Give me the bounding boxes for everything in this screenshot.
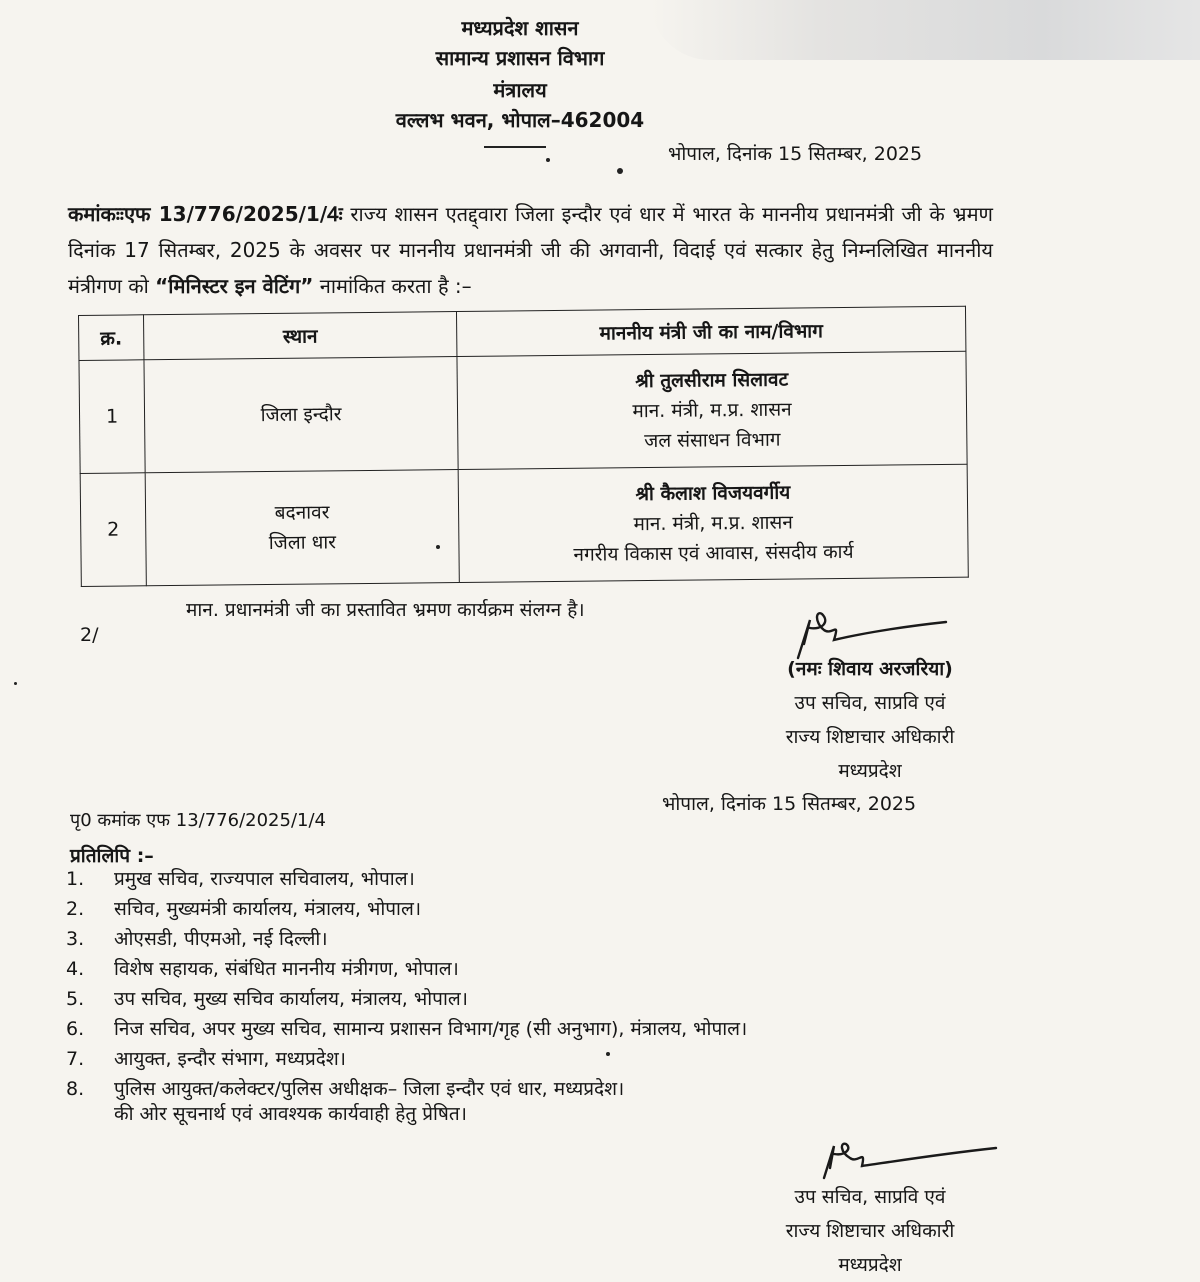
signer-title-1: उप सचिव, साप्रवि एवं xyxy=(794,692,946,714)
minister-department: नगरीय विकास एवं आवास, संसदीय कार्य xyxy=(573,540,854,566)
order-reference: कमांकःःएफ 13/776/2025/1/4ः xyxy=(68,202,343,226)
copy-list xyxy=(66,864,1006,1104)
order-highlight: “मिनिस्टर इन वेटिंग” xyxy=(155,274,314,298)
list-item xyxy=(66,1014,1006,1044)
enclosure-number: 2/ xyxy=(80,624,99,646)
speck xyxy=(546,158,550,162)
list-item xyxy=(66,954,1006,984)
signer-name: (नमः शिवाय अरजरिया) xyxy=(787,658,953,680)
list-item-number: 4. xyxy=(66,958,85,980)
list-item xyxy=(66,984,1006,1014)
list-item-number: 2. xyxy=(66,898,85,920)
list-item-number: 6. xyxy=(66,1018,85,1040)
photo-glare xyxy=(650,0,1200,60)
list-item-number: 5. xyxy=(66,988,85,1010)
order-text-before: राज्य शासन एतद्द्वारा जिला इन्दौर एवं धार में भारत के माननीय प्रधानमंत्री जी के भ्रमण दिनांक 17 सितम्बर, 2025 के अवसर पर माननीय प्रधानमंत्री जी की अगवानी, विदाई एवं सत्कार हेतु निम्नलिखित माननीय मंत्रीगण को xyxy=(68,202,993,298)
place-line: जिला इन्दौर xyxy=(260,403,342,427)
list-item-text: विशेष सहायक, संबंधित माननीय मंत्रीगण, भोपाल। xyxy=(114,958,459,980)
list-item xyxy=(66,894,1006,924)
signer-title-1: उप सचिव, साप्रवि एवं xyxy=(794,1186,946,1208)
minister-designation: मान. मंत्री, म.प्र. शासन xyxy=(633,511,793,536)
row-minister xyxy=(458,464,968,582)
header-serial: क्र. xyxy=(79,315,144,361)
minister-name: श्री तुलसीराम सिलावट xyxy=(635,368,789,393)
header-place: स्थान xyxy=(144,312,457,360)
signer-title-2: राज्य शिष्टाचार अधिकारी xyxy=(785,1220,955,1242)
header-address: वल्लभ भवन, भोपाल–462004 xyxy=(395,108,645,132)
signature-block-2 xyxy=(740,1180,1000,1282)
list-item-text: ओएसडी, पीएमओ, नई दिल्ली। xyxy=(114,928,328,950)
list-item-text: निज सचिव, अपर मुख्य सचिव, सामान्य प्रशासन विभाग/गृह (सी अनुभाग), मंत्रालय, भोपाल। xyxy=(114,1018,748,1040)
list-item-number: 7. xyxy=(66,1048,85,1070)
signature-block-1 xyxy=(740,652,1000,788)
list-item-text: पुलिस आयुक्त/कलेक्टर/पुलिस अधीक्षक– जिला इन्दौर एवं धार, मध्यप्रदेश। xyxy=(114,1078,625,1100)
header-ministry: मंत्रालय xyxy=(493,78,547,102)
signer-title-3: मध्यप्रदेश xyxy=(838,1254,902,1276)
row-serial: 1 xyxy=(79,360,145,474)
signer-title-3: मध्यप्रदेश xyxy=(838,760,902,782)
enclosure-text: मान. प्रधानमंत्री जी का प्रस्तावित भ्रमण कार्यक्रम संलग्न है। xyxy=(186,599,585,621)
copy-trailer: की ओर सूचनार्थ एवं आवश्यक कार्यवाही हेतु प्रेषित। xyxy=(114,1103,467,1125)
row-place xyxy=(144,357,458,473)
header-department: सामान्य प्रशासन विभाग xyxy=(435,46,605,70)
minister-designation: मान. मंत्री, म.प्र. शासन xyxy=(632,398,792,423)
order-text-after: नामांकित करता है :– xyxy=(313,274,472,298)
list-item xyxy=(66,924,1006,954)
list-item-number: 8. xyxy=(66,1078,85,1100)
list-item-text: प्रमुख सचिव, राज्यपाल सचिवालय, भोपाल। xyxy=(114,868,415,890)
list-item xyxy=(66,1044,1006,1074)
row-minister xyxy=(457,351,967,469)
row-serial: 2 xyxy=(80,473,146,587)
speck xyxy=(617,168,623,174)
endorsement-reference: पृ0 कमांक एफ 13/776/2025/1/4 xyxy=(70,810,326,831)
minister-department: जल संसाधन विभाग xyxy=(644,428,781,453)
list-item-number: 1. xyxy=(66,868,85,890)
minister-name: श्री कैलाश विजयवर्गीय xyxy=(635,481,791,506)
signer-title-2: राज्य शिष्टाचार अधिकारी xyxy=(785,726,955,748)
list-item-number: 3. xyxy=(66,928,85,950)
table-row xyxy=(80,464,968,586)
endorsement-date: भोपाल, दिनांक 15 सितम्बर, 2025 xyxy=(662,793,917,815)
ministers-table xyxy=(78,306,969,587)
header-minister: माननीय मंत्री जी का नाम/विभाग xyxy=(456,306,965,356)
speck xyxy=(436,545,440,549)
list-item-text: सचिव, मुख्यमंत्री कार्यालय, मंत्रालय, भोपाल। xyxy=(114,898,422,920)
table-row xyxy=(79,351,967,473)
issue-date: भोपाल, दिनांक 15 सितम्बर, 2025 xyxy=(668,143,923,165)
header-government: मध्यप्रदेश शासन xyxy=(461,16,579,40)
header-rule xyxy=(484,146,546,148)
place-line: बदनावर xyxy=(274,501,330,524)
place-line: जिला धार xyxy=(268,531,337,555)
speck xyxy=(606,1052,610,1056)
list-item-text: उप सचिव, मुख्य सचिव कार्यालय, मंत्रालय, भोपाल। xyxy=(114,988,468,1010)
row-place xyxy=(145,470,459,586)
list-item xyxy=(66,864,1006,894)
speck xyxy=(14,682,17,685)
list-item-text: आयुक्त, इन्दौर संभाग, मध्यप्रदेश। xyxy=(114,1048,346,1070)
order-paragraph xyxy=(68,196,993,304)
copy-heading: प्रतिलिपि :– xyxy=(70,845,154,867)
